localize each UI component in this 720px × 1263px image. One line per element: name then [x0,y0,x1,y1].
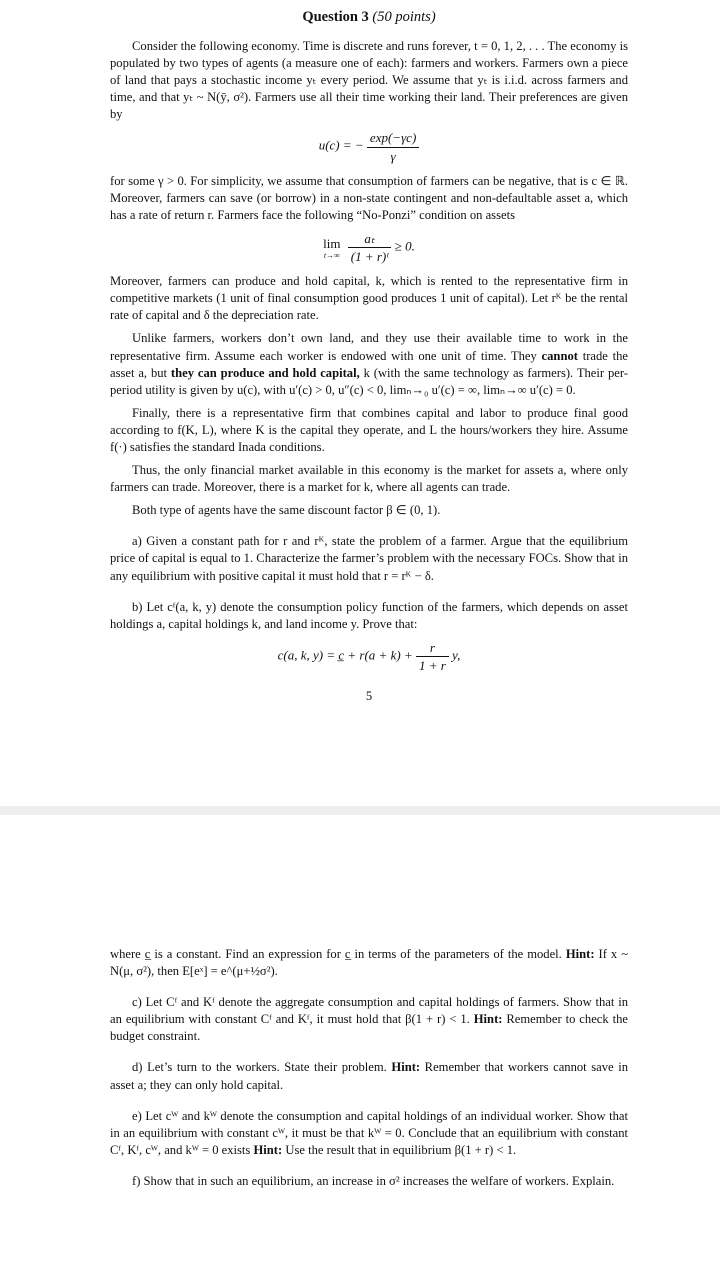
paragraph-workers [110,330,628,398]
part-c-text: c) Let Cᶠ and Kᶠ denote the aggregate consumption and capital holdings of farmers. Show that in an equilibrium with constant Cᶠ and Kᶠ, it must hold that β(1 + r) < 1. [110,995,628,1027]
part-a: a) Given a constant path for r and rᴷ, state the problem of a farmer. Argue that the equilibrium price of capital is equal to 1. Characterize the farmer’s problem with the necessary FOCs. Show that in any equilibrium with positive capital it must hold that r = rᴷ − δ. [110,534,628,583]
workers-bold-cannot: cannot [541,348,578,363]
part-e [110,1108,628,1159]
equation-no-ponzi-rhs: ≥ 0. [394,238,415,254]
page-separator [0,806,720,815]
equation-utility-lhs: u(c) = − [318,138,364,154]
workers-text-c: k (with the same technology as farmers). Their per-period utility is given by u(c), with u′(c) > 0, u″(c) < 0, limₙ→₀ u′(c) = ∞, limₙ→∞ u′(c) = 0. [110,365,628,397]
workers-text-a: Unlike farmers, workers don’t own land, and they use their available time to work in the representative firm. Assume each worker is endowed with one unit of time. They [110,331,628,363]
page-number: 5 [365,689,373,703]
equation-no-ponzi-subscript: t→∞ [323,251,340,261]
paragraph-where [110,946,628,980]
paragraph-beta: Both type of agents have the same discount factor β ∈ (0, 1). [132,503,441,518]
page-one-content [110,8,628,711]
where-hint-text: If x ~ N(μ, σ²), then E[eˣ] = e^(μ+½σ²). [110,947,629,979]
equation-utility [110,129,628,164]
part-c-hint-label: Hint: [473,1012,503,1027]
equation-policy-numerator: r [416,639,449,657]
workers-bold-capital: they can produce and hold capital, [170,365,360,380]
part-d-hint-text: Remember that workers cannot save in asset a; they can only hold capital. [110,1060,628,1092]
part-e-text: e) Let cᵂ and kᵂ denote the consumption and capital holdings of an individual worker. Show that in an equilibrium with constant cᵂ, it must be that kᵂ = 0. Conclude that an equilibrium with constant Cᶠ, Kᶠ, cᵂ, and kᵂ = 0 exists [110,1108,628,1157]
equation-no-ponzi-limit [323,235,340,260]
equation-policy-fraction [416,639,449,674]
equation-utility-numerator: exp(−γc) [367,129,419,147]
part-f: f) Show that in such an equilibrium, an increase in σ² increases the welfare of workers. Explain. [132,1173,615,1188]
equation-policy-rhs: y, [452,647,461,663]
paragraph-firm: Finally, there is a representative firm that combines capital and labor to produce final good according to f(K, L), where K is the capital they operate, and L the hours/workers they hire. Assume f(·) satisfies the standard Inada conditions. [110,405,628,454]
workers-text-b: trade the asset a, but [110,348,629,380]
question-heading: Question 3 [302,9,369,25]
paragraph-intro: Consider the following economy. Time is discrete and runs forever, t = 0, 1, 2, . . . The economy is populated by two types of agents (a measure one of each): farmers and workers. Farmers own a piece of land that pays a stochastic income yₜ every period. We assume that yₜ is i.i.d. across farmers and time, and that yₜ ~ N(ȳ, σ²). Farmers use all their time working their land. Their preferences are given by [110,39,628,122]
question-title [110,8,628,26]
equation-no-ponzi [110,230,628,265]
part-e-hint-label: Hint: [253,1142,283,1157]
part-d [110,1059,628,1093]
page-two-content [110,946,628,1196]
part-c-hint-text: Remember to check the budget constraint. [110,1012,628,1044]
paragraph-gamma: for some γ > 0. For simplicity, we assume that consumption of farmers can be negative, that is c ∈ ℝ. Moreover, farmers can save (or borrow) in a non-state contingent and non-defaultable asset a, which has a rate of return r. Farmers face the following “No-Ponzi” condition on assets [110,173,628,222]
where-text: where c̲ is a constant. Find an expression for c̲ in terms of the parameters of the model. [110,947,562,961]
equation-no-ponzi-fraction [348,230,392,265]
equation-policy-lhs: c(a, k, y) = c̲ + r(a + k) + [277,647,413,663]
question-points: (50 points) [372,9,436,25]
page-two [0,815,720,1263]
part-d-hint-label: Hint: [391,1060,421,1075]
part-c [110,994,628,1045]
equation-utility-denominator: γ [390,148,396,164]
equation-no-ponzi-denominator: (1 + r)ᵗ [350,249,389,265]
part-d-text: d) Let’s turn to the workers. State their problem. [132,1060,387,1075]
equation-policy-denominator: 1 + r [418,657,446,673]
equation-no-ponzi-lim: lim [323,235,341,251]
equation-policy [110,639,628,674]
equation-utility-fraction [367,129,419,164]
part-e-hint-text: Use the result that in equilibrium β(1 + r) < 1. [285,1142,517,1157]
paragraph-market: Thus, the only financial market available in this economy is the market for assets a, where only farmers can trade. Moreover, there is a market for k, where all agents can trade. [110,463,628,495]
part-b: b) Let cᶠ(a, k, y) denote the consumption policy function of the farmers, which depends on asset holdings a, capital holdings k, and land income y. Prove that: [110,599,628,631]
where-hint-label: Hint: [565,947,595,961]
paragraph-capital: Moreover, farmers can produce and hold capital, k, which is rented to the representative firm in competitive markets (1 unit of final consumption good produces 1 unit of capital). Let rᴷ be the rental rate of capital and δ the depreciation rate. [110,274,628,323]
equation-no-ponzi-numerator: aₜ [348,230,392,248]
